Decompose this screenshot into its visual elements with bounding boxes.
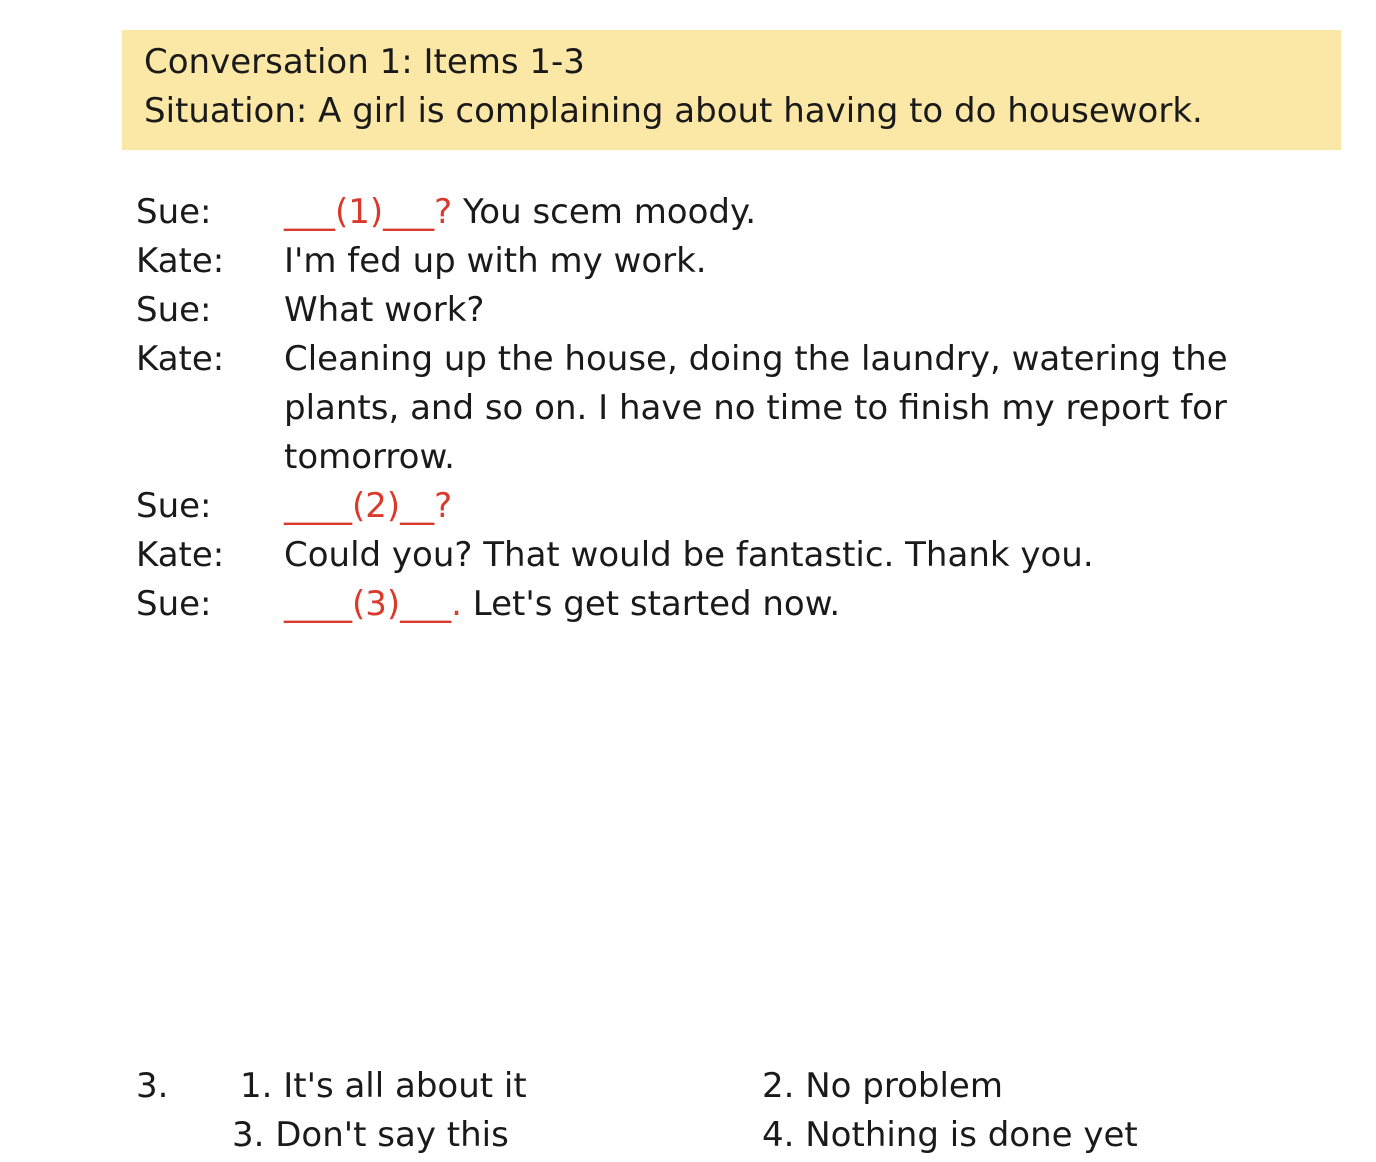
dialogue — [136, 188, 1316, 629]
answer-option-1[interactable]: 1. It's all about it — [240, 1066, 527, 1106]
dialogue-line — [284, 188, 1316, 237]
dialogue-text: I'm fed up with my work. — [284, 241, 707, 281]
dialogue-line — [284, 531, 1316, 580]
dialogue-turn-3 — [136, 286, 1316, 335]
speaker-label: Sue: — [136, 290, 212, 330]
dialogue-turn-6 — [136, 531, 1316, 580]
dialogue-turn-1 — [136, 188, 1316, 237]
dialogue-line — [284, 482, 1316, 531]
answer-blank-2: ____(2)__? — [284, 486, 453, 526]
speaker-label: Sue: — [136, 584, 212, 624]
dialogue-text: Could you? That would be fantastic. Thank you. — [284, 535, 1094, 575]
answer-option-2[interactable]: 2. No problem — [762, 1066, 1003, 1106]
speaker-label: Sue: — [136, 192, 212, 232]
dialogue-line — [284, 286, 1316, 335]
dialogue-line — [284, 335, 1316, 482]
dialogue-turn-7 — [136, 580, 1316, 629]
speaker-label: Kate: — [136, 241, 225, 281]
speaker-label: Kate: — [136, 535, 225, 575]
speaker-label: Sue: — [136, 486, 212, 526]
answer-blank-1: ___(1)___? — [284, 192, 453, 232]
dialogue-text: What work? — [284, 290, 485, 330]
speaker-label: Kate: — [136, 339, 225, 379]
dialogue-text: Let's get started now. — [461, 584, 841, 624]
answer-option-3[interactable]: 3. Don't say this — [232, 1115, 509, 1155]
dialogue-turn-2 — [136, 237, 1316, 286]
question-number: 3. — [136, 1066, 169, 1106]
situation-banner — [122, 30, 1341, 150]
answer-blank-3: ____(3)___. — [284, 584, 462, 624]
answer-options — [136, 1062, 1236, 1162]
situation-text: Situation: A girl is complaining about having to do housework. — [144, 91, 1203, 131]
dialogue-turn-5 — [136, 482, 1316, 531]
dialogue-text: You scem moody. — [452, 192, 757, 232]
conversation-title: Conversation 1: Items 1-3 — [144, 42, 585, 82]
dialogue-line — [284, 237, 1316, 286]
dialogue-line — [284, 580, 1316, 629]
dialogue-turn-4 — [136, 335, 1316, 482]
answer-option-4[interactable]: 4. Nothing is done yet — [762, 1115, 1138, 1155]
dialogue-text: Cleaning up the house, doing the laundry, watering the plants, and so on. I have no time to finish my report for tomorrow. — [284, 339, 1228, 477]
